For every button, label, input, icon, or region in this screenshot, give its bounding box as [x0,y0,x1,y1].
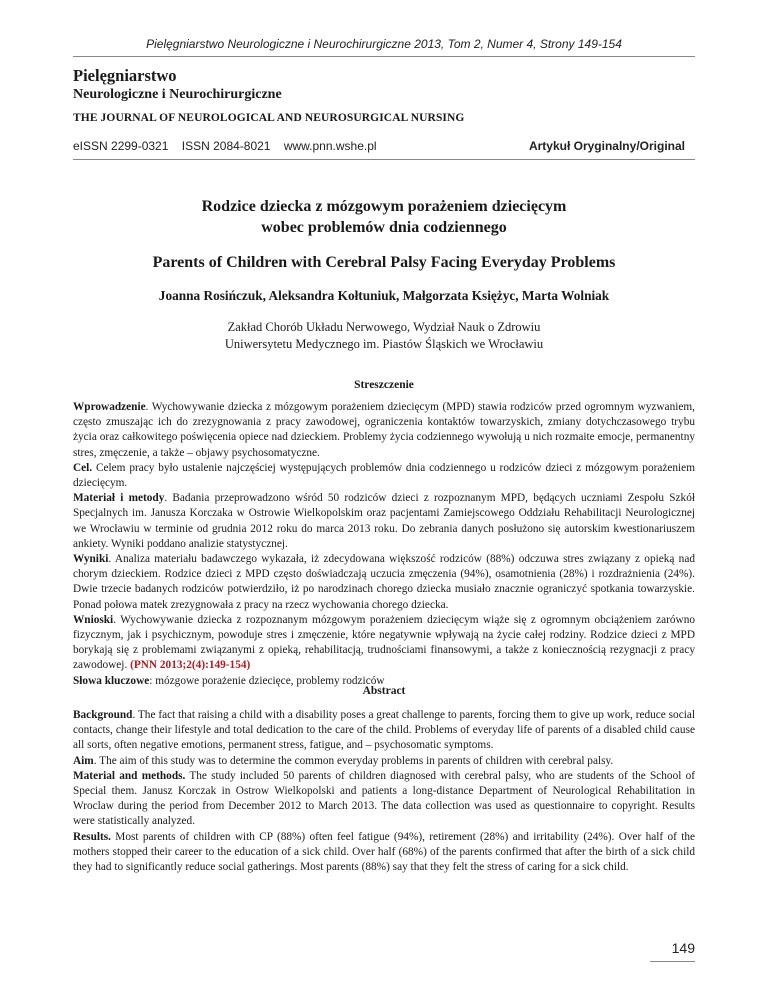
issn: ISSN 2084-8021 [181,139,271,153]
abstract-body [73,708,695,875]
page-number-rule [650,961,695,962]
abstract-background: Background. The fact that raising a child with a disability poses a great challenge to parents, forcing them to give up work, reduce social contacts, change their lifestyle and total dedication to the care of the child. Problems of everyday life of parents of a disabled child cause all sorts, often negative emotions, permanent stress, fatigue, and – psychosomatic symptoms. [73,709,695,752]
affiliation-line1: Zakład Chorób Układu Nerwowego, Wydział Nauk o Zdrowiu [227,320,541,334]
streszczenie-body [73,400,695,689]
citation-link[interactable]: (PNN 2013;2(4):149-154) [130,659,251,672]
affiliation [73,319,695,353]
masthead-divider [73,159,695,160]
abstract-methods: Material and methods. The study included 50 parents of children diagnosed with cerebral palsy, who are students of the School of Special them. Janusz Korczak in Ostrow Wielkopolski and patients a long-distance Department of Neurological Rehabilitation in Wroclaw during the period from December 2012 to March 2013. The data collection was used as questionnaire to copyright. Results were statistically analyzed. [73,769,695,828]
abstract-results: Results. Most parents of children with CP (88%) often feel fatigue (94%), retirement (28%) and irritability (24%). Over half of the mothers stopped their career to the education of a sick child. Over half (68%) of the parents confirmed that after the birth of a sick child they had to significantly reduce social gatherings. Most parents (88%) say that they felt the stress of caring for a sick child. [73,830,695,874]
streszczenie-intro: Wprowadzenie. Wychowywanie dziecka z mózgowym porażeniem dziecięcym (MPD) stawia rodziców przed ogromnym wyzwaniem, często zmuszając ich do zrezygnowania z pracy zawodowej, ograniczenia kontaktów towarzyskich, zmiany dotychczasowego trybu życia oraz całkowitego poświęcenia opiece nad dzieckiem. Problemy życia codziennego wywołują u nich rozmaite emocje, permanentny stres, zmęczenie, a także – objawy psychosomatyczne. [73,401,695,459]
article-title-english: Parents of Children with Cerebral Palsy Facing Everyday Problems [152,254,616,271]
article-title-polish-line2: wobec problemów dnia codziennego [261,219,507,236]
abstract-aim: Aim. The aim of this study was to determine the common everyday problems in parents of children with cerebral palsy. [73,754,614,767]
streszczenie-heading: Streszczenie [354,379,414,391]
streszczenie-results: Wyniki. Analiza materiału badawczego wykazała, iż zdecydowana większość rodziców (88%) odczuwa stres związany z opieką nad chorym dzieckiem. Rodzice dzieci z MPD często doświadczają uczucia zmęczenia (94%), osamotnienia (28%) i rozdrażnienia (24%). Dwie trzecie badanych rodziców potwierdziło, iż po narodzinach chorego dziecka musiało znacznie ograniczyć spotkania towarzyskie. Ponad połowa matek zrezygnowała z pracy na rzecz wychowania chorego dziecka. [73,553,695,611]
page-number: 149 [671,940,695,956]
journal-title-line2: Neurologiczne i Neurochirurgiczne [73,87,282,102]
journal-masthead [73,66,695,127]
running-head: Pielęgniarstwo Neurologiczne i Neurochirurgiczne 2013, Tom 2, Numer 4, Strony 149-154 [146,37,622,51]
article-title-polish-line1: Rodzice dziecka z mózgowym porażeniem dziecięcym [201,198,567,215]
article-type-label: Artykuł Oryginalny/Original [528,139,685,153]
issn-row [73,139,695,153]
header-divider [73,56,695,57]
abstract-heading: Abstract [362,685,406,697]
affiliation-line2: Uniwersytetu Medycznego im. Piastów Śląskich we Wrocławiu [224,337,544,351]
journal-title-line1: Pielęgniarstwo [73,66,177,85]
authors: Joanna Rosińczuk, Aleksandra Kołtuniuk, Małgorzata Księżyc, Marta Wolniak [158,288,610,303]
journal-english-name: THE JOURNAL OF NEUROLOGICAL AND NEUROSURGICAL NURSING [73,112,465,124]
journal-website-link[interactable]: www.pnn.wshe.pl [283,139,377,153]
streszczenie-methods: Materiał i metody. Badania przeprowadzono wśród 50 rodziców dzieci z rozpoznanym MPD, będących uczniami Zespołu Szkół Specjalnych im. Janusza Korczaka w Ostrowie Wielkopolskim oraz pacjentami Zamiejscowego Oddziału Rehabilitacji Neurologicznej we Wrocławiu w terminie od grudnia 2012 roku do marca 2013 roku. Do zebrania danych posłużono się autorskim kwestionariuszem ankiety. Wyniki poddano analizie statystycznej. [73,492,695,550]
streszczenie-aim: Cel. Celem pracy było ustalenie najczęściej występujących problemów dnia codziennego u rodziców dzieci z mózgowym porażeniem dziecięcym. [73,461,695,490]
streszczenie-keywords: Słowa kluczowe: mózgowe porażenie dziecięce, problemy rodziców [73,674,385,687]
eissn: eISSN 2299-0321 [73,139,169,153]
article-title-polish [73,196,695,238]
streszczenie-conclusions: Wnioski. Wychowywanie dziecka z rozpoznanym mózgowym porażeniem dziecięcym wiąże się z ogromnym obciążeniem zarówno fizycznym, jak i psychicznym, powoduje stres i zmęczenie, które negatywnie wpływają na życie całej rodziny. Rodzice dzieci z MPD borykają się z problemami związanymi z opieką, rehabilitacją, trudnościami finansowymi, a także z koniecznością rezygnacji z pracy zawodowej. (PNN 2013;2(4):149-154) [73,613,695,672]
